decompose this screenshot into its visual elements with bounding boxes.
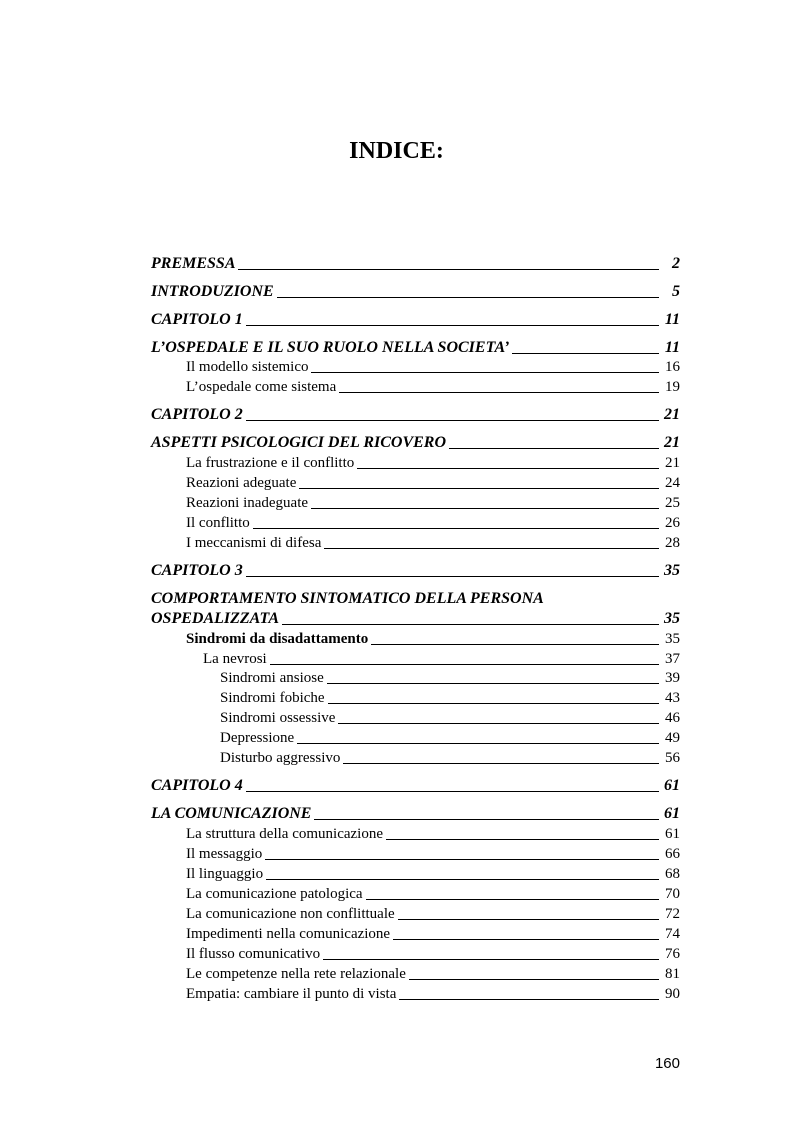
toc-entry-introduzione[interactable] xyxy=(151,282,680,302)
toc-leader-line xyxy=(246,420,659,421)
toc-entry-label: Il conflitto xyxy=(186,515,250,531)
toc-leader-line xyxy=(343,763,659,764)
toc-entry-label: L’ospedale come sistema xyxy=(186,379,337,395)
toc-entry-label: Sindromi fobiche xyxy=(220,690,325,706)
toc-leader-line xyxy=(399,999,659,1000)
toc-entry-page: 21 xyxy=(665,455,680,471)
toc-entry-page: 70 xyxy=(665,886,680,902)
toc-leader-line xyxy=(282,624,659,625)
toc-leader-line xyxy=(246,791,659,792)
toc-entry-label: Depressione xyxy=(220,730,295,746)
toc-entry-label: Il linguaggio xyxy=(186,866,264,882)
toc-leader-line xyxy=(311,372,659,373)
toc-leader-line xyxy=(297,743,659,744)
toc-leader-line xyxy=(324,548,659,549)
toc-entry-struttura-comunicazione[interactable] xyxy=(186,824,680,844)
toc-entry-page: 46 xyxy=(665,710,680,726)
toc-entry-page: 28 xyxy=(665,535,680,551)
toc-leader-line xyxy=(327,683,659,684)
toc-entry-page: 49 xyxy=(665,730,680,746)
toc-entry-label: L’OSPEDALE E IL SUO RUOLO NELLA SOCIETA’ xyxy=(151,339,510,356)
toc-entry-page: 35 xyxy=(664,562,680,579)
toc-leader-line xyxy=(323,959,659,960)
toc-entry-page: 90 xyxy=(665,986,680,1002)
toc-leader-line xyxy=(266,879,659,880)
toc-leader-line xyxy=(246,325,659,326)
toc-entry-comunicazione-patologica[interactable] xyxy=(186,884,680,904)
toc-entry-comportamento-line1[interactable]: COMPORTAMENTO SINTOMATICO DELLA PERSONA xyxy=(151,590,544,607)
toc-entry-disturbo-aggressivo[interactable] xyxy=(220,748,680,768)
toc-entry-label: Sindromi ossessive xyxy=(220,710,336,726)
toc-entry-label: Reazioni adeguate xyxy=(186,475,297,491)
toc-entry-label: La comunicazione patologica xyxy=(186,886,363,902)
toc-entry-impedimenti[interactable] xyxy=(186,924,680,944)
toc-entry-page: 68 xyxy=(665,866,680,882)
toc-entry-frustrazione[interactable] xyxy=(186,453,680,473)
toc-entry-page: 39 xyxy=(665,670,680,686)
toc-entry-sindromi-disadattamento[interactable] xyxy=(186,629,680,649)
toc-entry-label: CAPITOLO 2 xyxy=(151,406,243,423)
toc-entry-capitolo-2[interactable] xyxy=(151,405,680,425)
toc-entry-label: Le competenze nella rete relazionale xyxy=(186,966,406,982)
toc-entry-page: 56 xyxy=(665,750,680,766)
toc-entry-label: Reazioni inadeguate xyxy=(186,495,309,511)
toc-entry-page: 72 xyxy=(665,906,680,922)
toc-entry-depressione[interactable] xyxy=(220,728,680,748)
toc-leader-line xyxy=(512,353,659,354)
toc-entry-label: OSPEDALIZZATA xyxy=(151,610,280,627)
toc-entry-modello-sistemico[interactable] xyxy=(186,357,680,377)
toc-leader-line xyxy=(270,664,659,665)
toc-entry-label: INTRODUZIONE xyxy=(151,283,274,300)
toc-entry-page: 25 xyxy=(665,495,680,511)
toc-entry-conflitto[interactable] xyxy=(186,513,680,533)
toc-entry-page: 81 xyxy=(665,966,680,982)
toc-entry-page: 37 xyxy=(665,651,680,667)
toc-entry-empatia[interactable] xyxy=(186,984,680,1004)
toc-entry-aspetti-psicologici[interactable] xyxy=(151,433,680,453)
toc-entry-label: Il messaggio xyxy=(186,846,263,862)
toc-leader-line xyxy=(238,269,659,270)
toc-entry-page: 35 xyxy=(665,631,680,647)
toc-entry-label: PREMESSA xyxy=(151,255,236,272)
toc-entry-page: 5 xyxy=(672,283,680,300)
toc-entry-label: Empatia: cambiare il punto di vista xyxy=(186,986,397,1002)
toc-entry-meccanismi-difesa[interactable] xyxy=(186,533,680,553)
toc-entry-page: 21 xyxy=(664,434,680,451)
toc-entry-capitolo-3[interactable] xyxy=(151,561,680,581)
toc-entry-label: CAPITOLO 1 xyxy=(151,311,243,328)
toc-entry-reazioni-adeguate[interactable] xyxy=(186,473,680,493)
toc-entry-ospedale-ruolo[interactable] xyxy=(151,338,680,358)
toc-entry-page: 26 xyxy=(665,515,680,531)
toc-leader-line xyxy=(311,508,659,509)
toc-entry-capitolo-4[interactable] xyxy=(151,776,680,796)
toc-entry-page: 24 xyxy=(665,475,680,491)
toc-entry-label: CAPITOLO 4 xyxy=(151,777,243,794)
toc-entry-page: 76 xyxy=(665,946,680,962)
toc-entry-page: 2 xyxy=(672,255,680,272)
toc-entry-page: 66 xyxy=(665,846,680,862)
toc-entry-label: La comunicazione non conflittuale xyxy=(186,906,395,922)
toc-entry-label: LA COMUNICAZIONE xyxy=(151,805,312,822)
toc-entry-label: Il flusso comunicativo xyxy=(186,946,321,962)
toc-leader-line xyxy=(314,819,659,820)
toc-leader-line xyxy=(409,979,659,980)
toc-leader-line xyxy=(299,488,659,489)
toc-entry-competenze[interactable] xyxy=(186,964,680,984)
toc-entry-reazioni-inadeguate[interactable] xyxy=(186,493,680,513)
toc-entry-label: Impedimenti nella comunicazione xyxy=(186,926,391,942)
toc-entry-sindromi-fobiche[interactable] xyxy=(220,688,680,708)
toc-entry-sindromi-ossessive[interactable] xyxy=(220,708,680,728)
page-number: 160 xyxy=(654,1055,680,1072)
toc-leader-line xyxy=(398,919,659,920)
toc-entry-page: 35 xyxy=(664,610,680,627)
toc-entry-comportamento-sintomatico[interactable] xyxy=(151,609,680,629)
toc-entry-page: 16 xyxy=(665,359,680,375)
toc-leader-line xyxy=(277,297,659,298)
toc-leader-line xyxy=(246,576,659,577)
toc-leader-line xyxy=(386,839,659,840)
toc-entry-ospedale-sistema[interactable] xyxy=(186,377,680,397)
toc-entry-label: Il modello sistemico xyxy=(186,359,309,375)
toc-entry-label: Sindromi ansiose xyxy=(220,670,324,686)
toc-leader-line xyxy=(371,644,659,645)
toc-entry-comunicazione[interactable] xyxy=(151,804,680,824)
toc-leader-line xyxy=(265,859,659,860)
toc-leader-line xyxy=(328,703,659,704)
toc-leader-line xyxy=(253,528,659,529)
toc-entry-sindromi-ansiose[interactable] xyxy=(220,668,680,688)
toc-entry-capitolo-1[interactable] xyxy=(151,310,680,330)
toc-entry-premessa[interactable] xyxy=(151,254,680,274)
table-of-contents xyxy=(151,0,680,1123)
toc-entry-nevrosi[interactable] xyxy=(203,649,680,669)
toc-entry-label: Disturbo aggressivo xyxy=(220,750,341,766)
toc-entry-page: 11 xyxy=(664,339,680,356)
toc-entry-label: La struttura della comunicazione xyxy=(186,826,383,842)
toc-entry-label: Sindromi da disadattamento xyxy=(186,631,369,647)
toc-entry-label: CAPITOLO 3 xyxy=(151,562,243,579)
toc-entry-page: 21 xyxy=(664,406,680,423)
toc-leader-line xyxy=(366,899,659,900)
toc-entry-label: I meccanismi di difesa xyxy=(186,535,322,551)
toc-leader-line xyxy=(357,468,659,469)
toc-leader-line xyxy=(449,448,659,449)
toc-entry-label: La frustrazione e il conflitto xyxy=(186,455,355,471)
toc-entry-page: 74 xyxy=(665,926,680,942)
toc-entry-page: 61 xyxy=(664,805,680,822)
toc-entry-page: 61 xyxy=(664,777,680,794)
toc-entry-flusso-comunicativo[interactable] xyxy=(186,944,680,964)
toc-entry-page: 19 xyxy=(665,379,680,395)
toc-leader-line xyxy=(338,723,659,724)
toc-entry-comunicazione-non-conflittuale[interactable] xyxy=(186,904,680,924)
toc-entry-label: La nevrosi xyxy=(203,651,267,667)
toc-entry-page: 11 xyxy=(664,311,680,328)
page-title: INDICE: xyxy=(349,138,444,164)
toc-entry-label: ASPETTI PSICOLOGICI DEL RICOVERO xyxy=(151,434,447,451)
toc-leader-line xyxy=(339,392,659,393)
toc-entry-messaggio[interactable] xyxy=(186,844,680,864)
toc-entry-page: 43 xyxy=(665,690,680,706)
toc-entry-page: 61 xyxy=(665,826,680,842)
toc-leader-line xyxy=(393,939,659,940)
toc-entry-linguaggio[interactable] xyxy=(186,864,680,884)
